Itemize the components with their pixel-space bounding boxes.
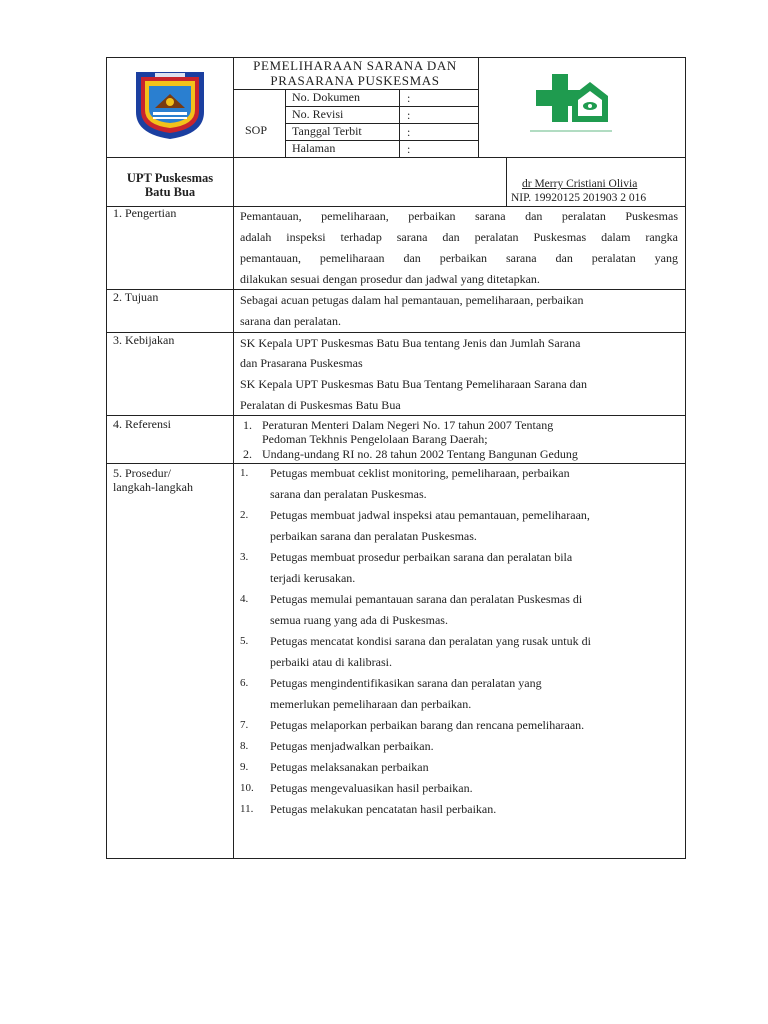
list-item	[240, 736, 680, 757]
field-label-no-dokumen: No. Dokumen	[292, 90, 360, 104]
field-label-tanggal-terbit: Tanggal Terbit	[292, 124, 362, 138]
kebijakan-line: SK Kepala UPT Puskesmas Batu Bua Tentang Pemeliharaan Sarana dan	[240, 377, 587, 391]
section-label-tujuan: 2. Tujuan	[113, 290, 159, 304]
step-number: 6.	[240, 677, 249, 689]
step-text-cont: terjadi kerusakan.	[270, 571, 356, 585]
list-item	[240, 799, 680, 820]
list-item	[240, 589, 680, 631]
list-item	[240, 778, 680, 799]
kebijakan-line: SK Kepala UPT Puskesmas Batu Bua tentang Jenis dan Jumlah Sarana	[240, 336, 581, 350]
field-sep: :	[407, 108, 411, 122]
step-text: Petugas mengindentifikasikan sarana dan peralatan yang	[270, 676, 542, 690]
referensi-item: Undang-undang RI no. 28 tahun 2002 Tentang Bangunan Gedung	[262, 447, 578, 461]
step-number: 1.	[240, 467, 249, 479]
list-item	[240, 757, 680, 778]
step-number: 10.	[240, 782, 254, 794]
tujuan-line: Sebagai acuan petugas dalam hal pemantauan, pemeliharaan, perbaikan	[240, 293, 584, 307]
step-text-cont: perbaiki atau di kalibrasi.	[270, 655, 392, 669]
list-item	[240, 547, 680, 589]
referensi-item: Pedoman Tekhnis Pengelolaan Barang Daerah;	[262, 432, 488, 446]
title-line-2: PRASARANA PUSKESMAS	[270, 73, 440, 88]
step-number: 5.	[240, 635, 249, 647]
title-line-1: PEMELIHARAAN SARANA DAN	[253, 58, 457, 73]
step-number: 2.	[240, 509, 249, 521]
section-label-kebijakan: 3. Kebijakan	[113, 333, 175, 347]
pengertian-line: pemantauan, pemeliharaan dan perbaikan sarana dan peralatan yang	[240, 251, 678, 265]
referensi-item: Peraturan Menteri Dalam Negeri No. 17 tahun 2007 Tentang	[262, 418, 554, 432]
field-sep: :	[407, 91, 411, 105]
step-text: Petugas melakukan pencatatan hasil perbaikan.	[270, 802, 497, 816]
step-text-cont: memerlukan pemeliharaan dan perbaikan.	[270, 697, 472, 711]
step-number: 9.	[240, 761, 249, 773]
referensi-number: 1.	[243, 418, 252, 432]
step-text: Petugas membuat ceklist monitoring, pemeliharaan, perbaikan	[270, 466, 570, 480]
step-text: Petugas membuat jadwal inspeksi atau pemantauan, pemeliharaan,	[270, 508, 590, 522]
step-text-cont: sarana dan peralatan Puskesmas.	[270, 487, 427, 501]
pengertian-line: dilakukan sesuai dengan prosedur dan jadwal yang ditetapkan.	[240, 272, 540, 286]
field-label-no-revisi: No. Revisi	[292, 107, 344, 121]
section-label-prosedur-cont: langkah-langkah	[113, 480, 193, 494]
list-item	[240, 673, 680, 715]
kebijakan-line: dan Prasarana Puskesmas	[240, 356, 363, 370]
org-name-line-2: Batu Bua	[144, 185, 196, 199]
step-number: 3.	[240, 551, 249, 563]
tujuan-line: sarana dan peralatan.	[240, 314, 341, 328]
pengertian-line: adalah inspeksi terhadap sarana dan peralatan Puskesmas dalam rangka	[240, 230, 678, 244]
step-text-cont: semua ruang yang ada di Puskesmas.	[270, 613, 448, 627]
regional-crest-logo	[133, 68, 207, 140]
list-item	[240, 463, 680, 505]
step-text: Petugas mengevaluasikan hasil perbaikan.	[270, 781, 473, 795]
step-number: 8.	[240, 740, 249, 752]
section-label-prosedur: 5. Prosedur/	[113, 466, 171, 480]
step-number: 4.	[240, 593, 249, 605]
signer-nip: NIP. 19920125 201903 2 016	[511, 192, 647, 204]
step-number: 7.	[240, 719, 249, 731]
step-text: Petugas mencatat kondisi sarana dan peralatan yang rusak untuk di	[270, 634, 591, 648]
list-item	[240, 631, 680, 673]
step-text: Petugas memulai pemantauan sarana dan peralatan Puskesmas di	[270, 592, 583, 606]
puskesmas-logo	[526, 66, 616, 140]
step-text: Petugas membuat prosedur perbaikan sarana dan peralatan bila	[270, 550, 573, 564]
list-item	[240, 715, 680, 736]
field-label-halaman: Halaman	[292, 141, 336, 155]
step-number: 11.	[240, 803, 254, 815]
signer-name: dr Merry Cristiani Olivia	[522, 178, 638, 190]
org-name-line-1: UPT Puskesmas	[126, 171, 214, 185]
pengertian-line: Pemantauan, pemeliharaan, perbaikan sarana dan peralatan Puskesmas	[240, 209, 678, 223]
step-text-cont: perbaikan sarana dan peralatan Puskesmas.	[270, 529, 477, 543]
section-label-pengertian: 1. Pengertian	[113, 206, 177, 220]
list-item	[240, 505, 680, 547]
step-text: Petugas melaporkan perbaikan barang dan rencana pemeliharaan.	[270, 718, 585, 732]
field-sep: :	[407, 142, 411, 156]
step-text: Petugas menjadwalkan perbaikan.	[270, 739, 434, 753]
sop-label: SOP	[245, 123, 268, 137]
referensi-number: 2.	[243, 447, 252, 461]
section-label-referensi: 4. Referensi	[113, 417, 171, 431]
kebijakan-line: Peralatan di Puskesmas Batu Bua	[240, 398, 401, 412]
step-text: Petugas melaksanakan perbaikan	[270, 760, 429, 774]
field-sep: :	[407, 125, 411, 139]
